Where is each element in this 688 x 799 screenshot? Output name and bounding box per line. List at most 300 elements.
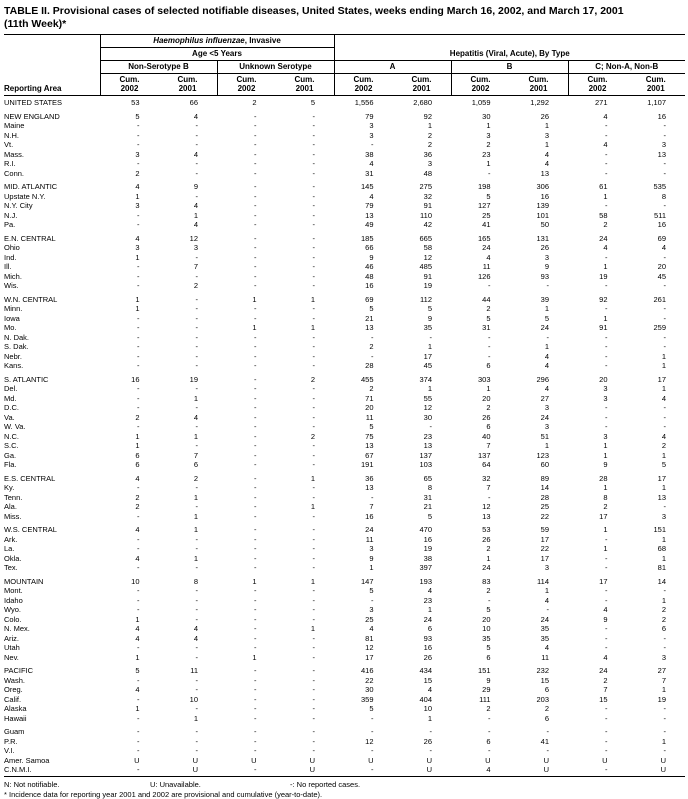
value-cell: 3	[369, 544, 374, 553]
reporting-area-cell: Fla.	[4, 460, 17, 469]
value-cell: -	[254, 111, 257, 121]
value-cell: 1	[135, 614, 140, 624]
value-cell: 6	[135, 460, 140, 469]
value-cell: 11	[365, 534, 374, 544]
value-cell: -	[254, 422, 257, 431]
reporting-area-cell: Tex.	[4, 563, 18, 572]
value-cell: U	[660, 755, 666, 765]
value-cell: -	[195, 614, 198, 624]
value-cell: -	[488, 492, 491, 502]
value-cell: 4	[193, 149, 198, 159]
table-row	[4, 596, 685, 606]
value-cell: -	[254, 342, 257, 351]
value-cell: 12	[423, 252, 432, 262]
value-cell: -	[195, 704, 198, 713]
value-cell: 13	[657, 492, 666, 502]
group-header-hep-a: A	[334, 61, 451, 74]
value-cell: -	[195, 168, 198, 178]
table-row	[4, 695, 685, 705]
header-row-groups-2	[4, 48, 685, 61]
value-cell: -	[312, 534, 315, 544]
table-row	[4, 121, 685, 131]
value-cell: -	[546, 746, 549, 755]
value-cell: -	[254, 563, 257, 572]
value-cell: U	[159, 765, 218, 776]
value-cell: -	[254, 271, 257, 281]
group-header-unknown-serotype: Unknown Serotype	[217, 61, 334, 74]
value-cell: -	[429, 422, 432, 431]
table-row	[4, 493, 685, 503]
reporting-area-cell: Wash.	[4, 675, 25, 685]
table-title	[4, 5, 685, 30]
value-cell: 7	[486, 483, 491, 492]
value-cell: 42	[423, 220, 432, 229]
value-cell: 9	[486, 675, 491, 685]
table-row	[4, 169, 685, 179]
value-cell: -	[137, 694, 140, 704]
value-cell: -	[137, 323, 140, 332]
value-cell: 5	[486, 643, 491, 652]
table-row	[4, 159, 685, 169]
value-cell: U	[485, 755, 491, 765]
value-cell: -	[137, 271, 140, 281]
value-cell: 198	[477, 182, 491, 191]
cum-2001-header: Cum. 2001	[510, 74, 569, 96]
title-line2: (11th Week)*	[4, 17, 67, 30]
value-cell: 4	[369, 624, 374, 633]
notifiable-diseases-table	[4, 34, 685, 777]
value-cell: 26	[482, 534, 491, 544]
value-cell: 83	[482, 576, 491, 586]
value-cell: 455	[360, 374, 374, 384]
reporting-area-header: Reporting Area	[4, 35, 100, 96]
value-cell: -	[137, 736, 140, 746]
value-cell: 139	[536, 201, 549, 210]
reporting-area-cell: N.C.	[4, 431, 19, 441]
value-cell: 114	[537, 576, 549, 586]
value-cell: -	[312, 595, 315, 605]
value-cell: -	[254, 492, 257, 502]
value-cell: 147	[360, 576, 374, 586]
value-cell: 17	[657, 473, 666, 483]
value-cell: -	[195, 140, 198, 149]
value-cell: -	[312, 252, 315, 262]
group-header-hepatitis-spacer	[334, 35, 685, 48]
legend-unavailable: U: Unavailable.	[150, 779, 201, 789]
table-row	[4, 746, 685, 756]
group-header-non-serotype-b: Non-Serotype B	[100, 61, 217, 74]
value-cell: -	[137, 361, 140, 370]
value-cell: 2	[369, 342, 374, 351]
value-cell: -	[312, 746, 315, 755]
value-cell: 397	[419, 563, 432, 572]
value-cell: 2	[135, 412, 140, 422]
value-cell: 2	[486, 140, 491, 149]
value-cell: -	[663, 313, 666, 323]
value-cell: -	[254, 666, 257, 675]
value-cell: -	[137, 220, 140, 229]
cum-2002-header: Cum. 2002	[334, 74, 393, 96]
value-cell: 1	[544, 441, 549, 450]
value-cell: 1	[310, 323, 315, 332]
value-cell: 3	[369, 130, 374, 140]
cum-2002-header: Cum. 2002	[100, 74, 159, 96]
value-cell: 1	[252, 323, 257, 332]
value-cell: 6	[544, 685, 549, 694]
value-cell: 306	[536, 182, 549, 191]
reporting-area-cell: Ariz.	[4, 633, 19, 643]
value-cell: -	[488, 713, 491, 723]
value-cell: 3	[544, 422, 549, 431]
value-cell: -	[663, 403, 666, 412]
value-cell: 2	[193, 473, 198, 483]
haemophilus-species: Haemophilus influenzae	[153, 36, 245, 45]
value-cell: 11	[190, 666, 198, 675]
value-cell: 2	[544, 704, 549, 713]
value-cell: 137	[477, 450, 491, 460]
reporting-area-cell: Ohio	[4, 243, 20, 252]
value-cell: 17	[365, 652, 374, 662]
value-cell: 35	[482, 633, 491, 643]
value-cell: -	[254, 313, 257, 323]
value-cell: 2	[486, 544, 491, 553]
value-cell: -	[312, 643, 315, 652]
value-cell: 1	[310, 502, 315, 511]
value-cell: -	[429, 746, 432, 755]
value-cell: -	[605, 633, 608, 643]
value-cell: -	[371, 351, 374, 361]
value-cell: -	[195, 351, 198, 361]
value-cell: -	[312, 149, 315, 159]
value-cell: -	[254, 694, 257, 704]
value-cell: 1	[544, 342, 549, 351]
value-cell: -	[663, 746, 666, 755]
value-cell: 16	[365, 511, 374, 521]
value-cell: 26	[423, 736, 432, 746]
value-cell: -	[663, 643, 666, 652]
value-cell: -	[312, 121, 315, 130]
value-cell: 4	[193, 633, 198, 643]
value-cell: -	[137, 483, 140, 492]
value-cell: -	[605, 412, 608, 422]
cum-2002-header: Cum. 2002	[568, 74, 627, 96]
value-cell: -	[137, 384, 140, 393]
value-cell: -	[254, 511, 257, 521]
value-cell: -	[605, 727, 608, 736]
value-cell: -	[254, 534, 257, 544]
value-cell: 2	[603, 675, 608, 685]
value-cell: -	[663, 412, 666, 422]
value-cell: 79	[365, 111, 374, 121]
value-cell: 259	[653, 323, 666, 332]
value-cell: 31	[423, 492, 432, 502]
value-cell: -	[254, 412, 257, 422]
value-cell: 91	[423, 271, 432, 281]
value-cell: 17	[540, 534, 549, 544]
table-row	[4, 502, 685, 512]
table-row	[4, 281, 685, 291]
value-cell: 1	[193, 492, 198, 502]
haemophilus-suffix: , Invasive	[244, 36, 281, 45]
value-cell: 4	[193, 412, 198, 422]
group-header-hepatitis: Hepatitis (Viral, Acute), By Type	[334, 48, 685, 61]
cum-2002-header: Cum. 2002	[451, 74, 510, 96]
value-cell: 4	[603, 605, 608, 614]
value-cell: 151	[477, 666, 491, 675]
value-cell: 4	[135, 633, 140, 643]
value-cell: -	[312, 351, 315, 361]
value-cell: -	[605, 201, 608, 210]
value-cell: -	[195, 159, 198, 168]
value-cell: -	[605, 704, 608, 713]
value-cell: -	[254, 431, 257, 441]
value-cell: 29	[482, 685, 491, 694]
value-cell: 9	[603, 614, 608, 624]
table-row	[4, 615, 685, 625]
value-cell: 5	[369, 586, 374, 595]
reporting-area-cell: D.C.	[4, 403, 19, 412]
value-cell: 48	[423, 168, 432, 178]
value-cell: 55	[423, 393, 432, 403]
value-cell: -	[254, 332, 257, 342]
reporting-area-cell: Mich.	[4, 271, 22, 281]
table-row	[4, 262, 685, 272]
table-row	[4, 342, 685, 352]
reporting-area-cell: Calif.	[4, 694, 22, 704]
value-cell: 28	[365, 361, 374, 370]
value-cell: -	[312, 220, 315, 229]
reporting-area-cell: R.I.	[4, 159, 16, 168]
value-cell: 2	[369, 384, 374, 393]
value-cell: 67	[365, 450, 374, 460]
value-cell: 16	[131, 374, 140, 384]
value-cell: U	[602, 755, 608, 765]
value-cell: -	[137, 422, 140, 431]
value-cell: 101	[536, 210, 549, 220]
value-cell: 39	[540, 294, 549, 304]
value-cell: 1	[135, 704, 140, 713]
value-cell: -	[568, 765, 627, 776]
table-body	[4, 96, 685, 777]
value-cell: -	[663, 502, 666, 511]
value-cell: 27	[657, 666, 666, 675]
value-cell: 2	[135, 502, 140, 511]
value-cell: 3	[661, 140, 666, 149]
value-cell: 46	[365, 262, 374, 271]
group-header-age: Age <5 Years	[100, 48, 334, 61]
value-cell: 111	[479, 694, 491, 704]
value-cell: 24	[599, 666, 608, 675]
value-cell: -	[334, 765, 393, 776]
value-cell: 4	[135, 182, 140, 191]
value-cell: -	[195, 313, 198, 323]
value-cell: 5	[486, 605, 491, 614]
table-row	[4, 304, 685, 314]
value-cell: -	[137, 563, 140, 572]
value-cell: 6	[661, 624, 666, 633]
value-cell: -	[195, 643, 198, 652]
value-cell: 4	[544, 595, 549, 605]
value-cell: 1	[603, 191, 608, 201]
value-cell: 296	[536, 374, 549, 384]
value-cell: 53	[131, 98, 140, 107]
group-header-hep-c: C; Non-A, Non-B	[568, 61, 685, 74]
value-cell: 1	[427, 713, 432, 723]
value-cell: 2	[603, 220, 608, 229]
value-cell: -	[195, 544, 198, 553]
value-cell: 485	[419, 262, 432, 271]
value-cell: 4	[544, 159, 549, 168]
value-cell: -	[605, 736, 608, 746]
value-cell: 22	[540, 544, 549, 553]
value-cell: 8	[603, 492, 608, 502]
value-cell: -	[254, 502, 257, 511]
value-cell: -	[663, 713, 666, 723]
table-row	[4, 131, 685, 141]
reporting-area-cell: N. Mex.	[4, 624, 30, 633]
value-cell: 5	[486, 191, 491, 201]
table-row	[4, 460, 685, 470]
value-cell: 1	[603, 441, 608, 450]
table-row	[4, 323, 685, 333]
value-cell: 1	[661, 483, 666, 492]
value-cell: 1	[661, 361, 666, 370]
value-cell: 1	[661, 351, 666, 361]
reporting-area-cell: Nev.	[4, 652, 19, 662]
value-cell: -	[605, 342, 608, 351]
value-cell: -	[663, 586, 666, 595]
value-cell: 66	[365, 243, 374, 252]
table-row	[4, 653, 685, 663]
value-cell: 24	[540, 614, 549, 624]
value-cell: 359	[360, 694, 374, 704]
value-cell: -	[195, 502, 198, 511]
value-cell: 69	[657, 233, 666, 243]
value-cell: 41	[482, 220, 491, 229]
value-cell: -	[605, 149, 608, 159]
value-cell: 1	[486, 553, 491, 563]
value-cell: 126	[477, 271, 491, 281]
value-cell: 13	[657, 149, 666, 159]
value-cell: -	[254, 220, 257, 229]
value-cell: 4	[193, 111, 198, 121]
value-cell: -	[312, 544, 315, 553]
value-cell: -	[195, 403, 198, 412]
value-cell: -	[254, 159, 257, 168]
value-cell: 8	[661, 191, 666, 201]
value-cell: 5	[135, 111, 140, 121]
reporting-area-cell: Oreg.	[4, 685, 23, 694]
value-cell: 1	[193, 210, 198, 220]
group-header-hep-b: B	[451, 61, 568, 74]
value-cell: -	[605, 252, 608, 262]
table-row	[4, 470, 685, 484]
value-cell: 11	[482, 262, 491, 271]
value-cell: 24	[482, 563, 491, 572]
value-cell: -	[254, 525, 257, 534]
reporting-area-cell: Mo.	[4, 323, 17, 332]
value-cell: -	[312, 736, 315, 746]
value-cell: -	[137, 727, 140, 736]
value-cell: -	[488, 168, 491, 178]
value-cell: 4	[661, 431, 666, 441]
value-cell: -	[312, 633, 315, 643]
value-cell: -	[546, 281, 549, 290]
value-cell: -	[254, 384, 257, 393]
value-cell: -	[312, 460, 315, 469]
value-cell: 5	[369, 304, 374, 313]
table-row	[4, 403, 685, 413]
value-cell: 79	[365, 201, 374, 210]
value-cell: -	[137, 595, 140, 605]
value-cell: 71	[365, 393, 374, 403]
value-cell: 6	[193, 460, 198, 469]
value-cell: -	[254, 685, 257, 694]
value-cell: -	[488, 332, 491, 342]
value-cell: -	[605, 534, 608, 544]
value-cell: 3	[427, 159, 432, 168]
reporting-area-cell: Va.	[4, 412, 15, 422]
value-cell: -	[371, 332, 374, 342]
value-cell: -	[605, 168, 608, 178]
value-cell: 93	[423, 633, 432, 643]
value-cell: 1	[252, 294, 257, 304]
table-row	[4, 586, 685, 596]
value-cell: 4	[661, 393, 666, 403]
value-cell: -	[546, 332, 549, 342]
value-cell: 25	[365, 614, 374, 624]
reporting-area-cell: V.I.	[4, 746, 15, 755]
table-row	[4, 535, 685, 545]
value-cell: 65	[423, 473, 432, 483]
value-cell: -	[605, 624, 608, 633]
value-cell: 165	[477, 233, 491, 243]
value-cell: U	[134, 755, 140, 765]
value-cell: 24	[540, 323, 549, 332]
value-cell: -	[195, 441, 198, 450]
reporting-area-cell: Idaho	[4, 595, 23, 605]
value-cell: 374	[419, 374, 432, 384]
value-cell: 16	[423, 534, 432, 544]
value-cell: 2	[661, 605, 666, 614]
value-cell: -	[605, 351, 608, 361]
reporting-area-cell: Mass.	[4, 149, 25, 159]
value-cell: 20	[482, 614, 491, 624]
reporting-area-cell: S. ATLANTIC	[4, 374, 49, 384]
value-cell: 4	[661, 243, 666, 252]
value-cell: 13	[365, 210, 374, 220]
table-header	[4, 35, 685, 96]
value-cell: -	[488, 281, 491, 290]
value-cell: 4	[544, 384, 549, 393]
value-cell: 22	[365, 675, 374, 685]
table-row	[4, 643, 685, 653]
reporting-area-cell: N.Y. City	[4, 201, 33, 210]
value-cell: 91	[423, 201, 432, 210]
value-cell: -	[663, 633, 666, 643]
value-cell: 25	[540, 502, 549, 511]
value-cell: -	[137, 140, 140, 149]
value-cell: 7	[661, 675, 666, 685]
value-cell: 3	[544, 252, 549, 262]
value-cell: 1	[427, 342, 432, 351]
value-cell: -	[312, 262, 315, 271]
value-cell: -	[312, 332, 315, 342]
value-cell: 2	[661, 614, 666, 624]
value-cell: -	[312, 666, 315, 675]
value-cell: 4	[486, 252, 491, 262]
value-cell: U	[510, 765, 569, 776]
